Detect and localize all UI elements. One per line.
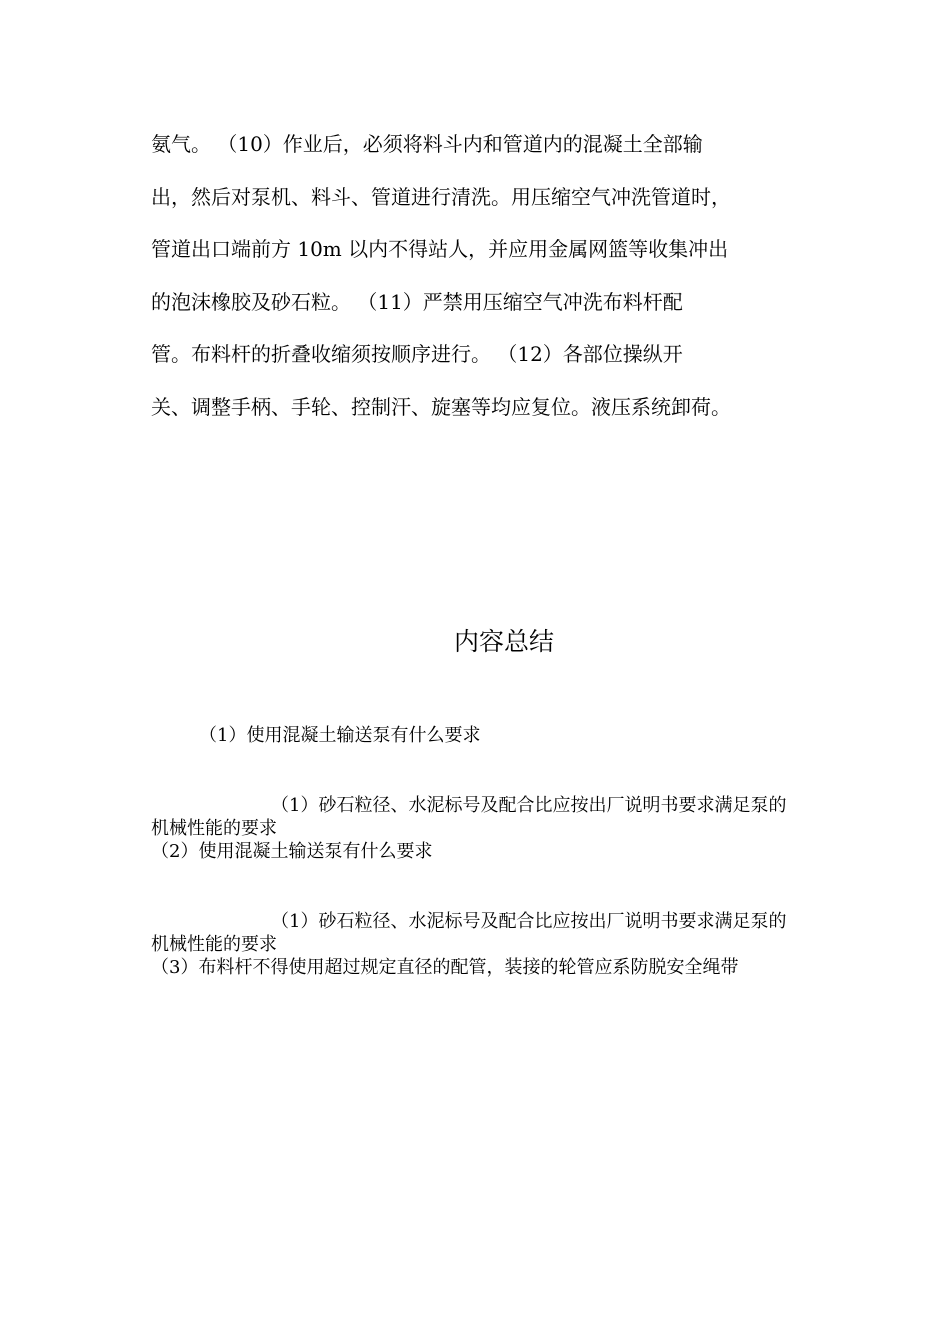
summary-title: 内容总结 <box>453 627 554 656</box>
summary-section <box>151 724 801 979</box>
body-line-6: 关、调整手柄、手轮、控制汗、旋塞等均应复位。液压系统卸荷。 <box>151 394 731 419</box>
body-line-3: 管道出口端前方 10m 以内不得站人，并应用金属网篮等收集冲出 <box>151 237 729 261</box>
body-paragraph <box>151 118 801 433</box>
summary-answer-2: （1）砂石粒径、水泥标号及配合比应按出厂说明书要求满足泵的机械性能的要求 <box>151 911 787 955</box>
body-line-5: 管。布料杆的折叠收缩须按顺序进行。 （12）各部位操纵开 <box>151 342 683 366</box>
summary-answer-1: （1）砂石粒径、水泥标号及配合比应按出厂说明书要求满足泵的机械性能的要求 <box>151 795 787 839</box>
body-line-2: 出，然后对泵机、料斗、管道进行清洗。用压缩空气冲洗管道时， <box>151 184 731 209</box>
body-line-4: 的泡沫橡胶及砂石粒。 （11）严禁用压缩空气冲洗布料杆配 <box>151 289 683 314</box>
summary-question-1: （1）使用混凝土输送泵有什么要求 <box>199 725 481 746</box>
summary-question-2: （2）使用混凝土输送泵有什么要求 <box>151 841 433 862</box>
body-line-1: 氨气。 （10）作业后，必须将料斗内和管道内的混凝土全部输 <box>151 132 703 156</box>
summary-item-3: （3）布料杆不得使用超过规定直径的配管，装接的轮管应系防脱安全绳带 <box>151 957 739 978</box>
